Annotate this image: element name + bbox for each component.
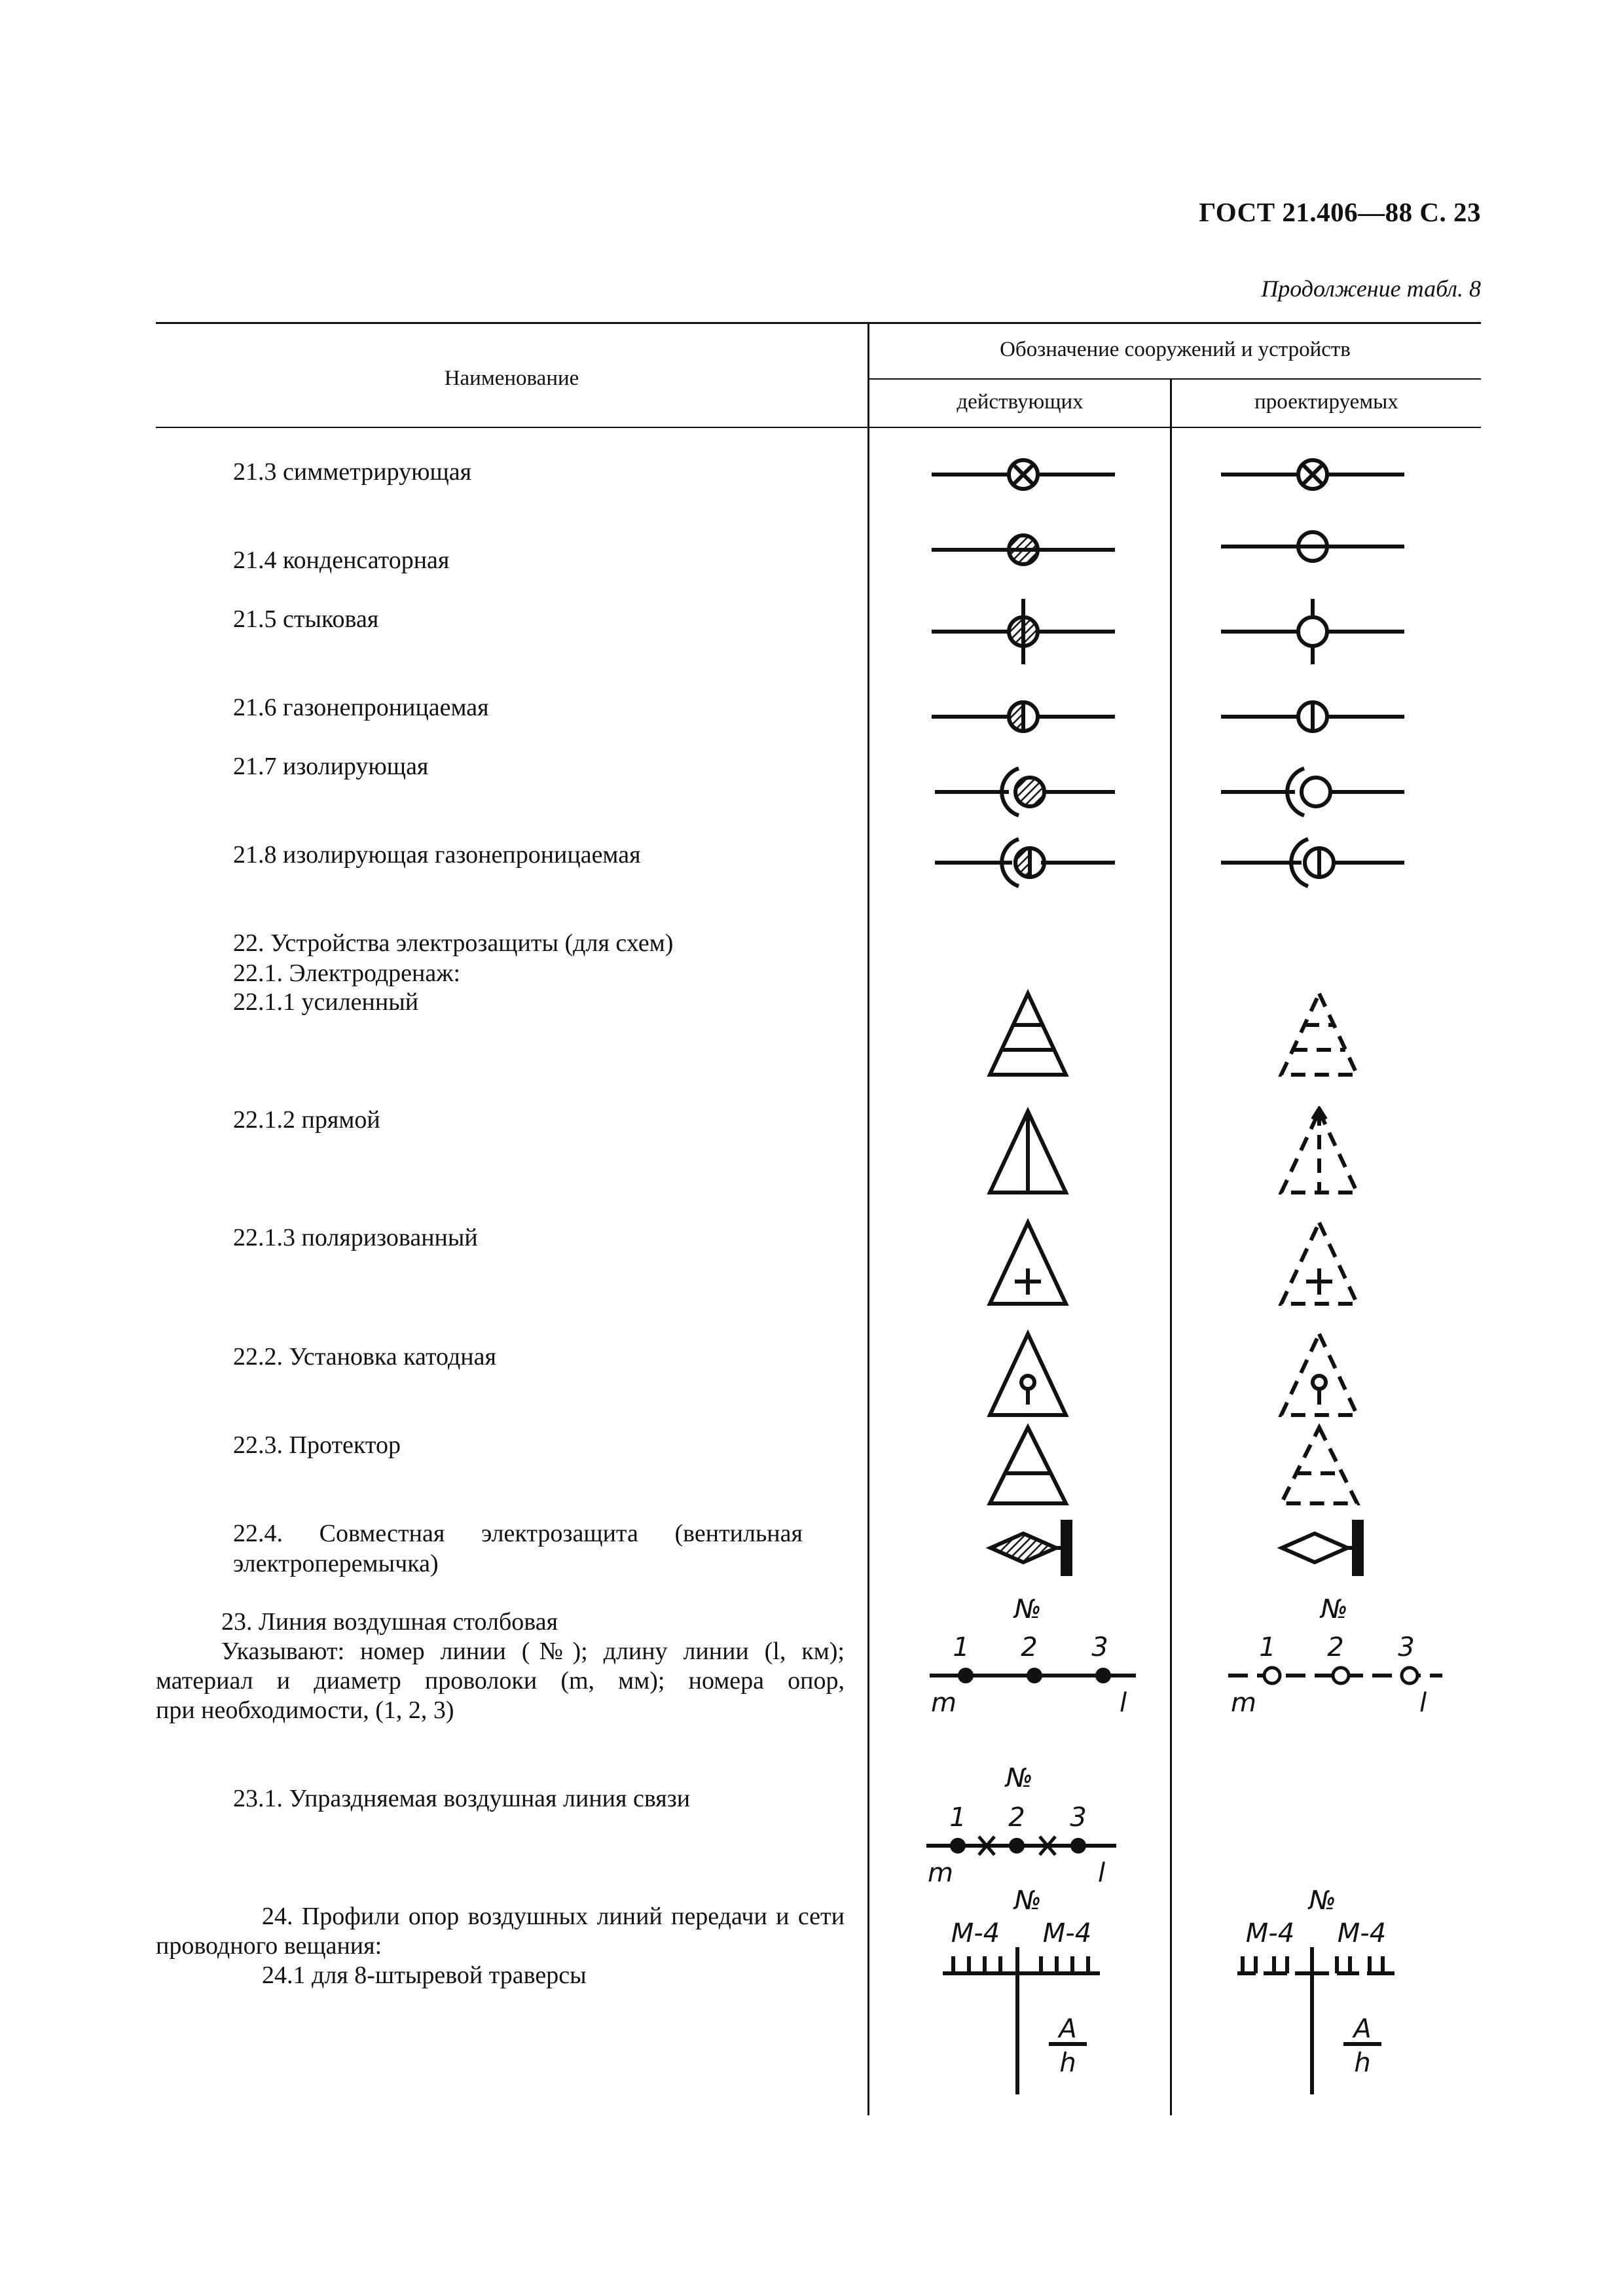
row-24-label: 24. Профили опор воздушных линий передачи и сети [262, 1903, 845, 1930]
column-header-projected: проектируемых [1254, 390, 1398, 414]
length-label: l [1120, 1688, 1127, 1718]
line-number-label: № [1014, 1594, 1042, 1624]
crossarm-left-label: М-4 [1245, 1918, 1295, 1948]
row-22-2-label: 22.2. Установка катодная [233, 1343, 496, 1371]
pole-profile-projected-icon [1224, 1882, 1421, 2098]
material-label: m [931, 1688, 957, 1718]
fraction-top-label: A [1353, 2014, 1372, 2044]
pole-1-label: 1 [953, 1632, 970, 1662]
pole-1-label: 1 [949, 1803, 966, 1833]
insulating-gastight-coupling-projected-icon [1218, 830, 1408, 895]
reinforced-drainage-existing-icon [982, 988, 1074, 1080]
column-header-designation: Обозначение сооружений и устройств [1000, 338, 1351, 361]
direct-drainage-existing-icon [982, 1106, 1074, 1198]
capacitor-coupling-projected-icon [1218, 524, 1408, 569]
material-label: m [928, 1858, 953, 1888]
row-22-4-label: 22.4. Совместная электрозащита (вентильная [233, 1520, 803, 1547]
line-number-label: № [1006, 1763, 1033, 1793]
pole-profile-existing-icon [930, 1882, 1126, 2098]
insulating-gastight-coupling-existing-icon [928, 830, 1118, 895]
symmetric-coupling-projected-icon [1218, 452, 1408, 497]
butt-coupling-existing-icon [928, 596, 1118, 668]
gastight-coupling-projected-icon [1218, 691, 1408, 743]
insulating-coupling-existing-icon [928, 759, 1118, 825]
row-21-7-label: 21.7 изолирующая [233, 753, 429, 780]
crossarm-left-label: М-4 [951, 1918, 1000, 1948]
overhead-pole-line-existing-icon [917, 1590, 1139, 1728]
pole-3-label: 3 [1070, 1803, 1087, 1833]
reinforced-drainage-projected-icon [1273, 988, 1365, 1080]
document-reference: ГОСТ 21.406—88 С. 23 [1199, 197, 1481, 227]
capacitor-coupling-existing-icon [928, 527, 1118, 573]
valve-jumper-existing-icon [985, 1515, 1077, 1581]
pole-1-label: 1 [1259, 1632, 1276, 1662]
material-label: m [1231, 1688, 1256, 1718]
pole-3-label: 3 [1398, 1632, 1415, 1662]
row-22-3-label: 22.3. Протектор [233, 1431, 401, 1459]
row-21-4-label: 21.4 конденсаторная [233, 547, 450, 574]
direct-drainage-projected-icon [1273, 1106, 1365, 1198]
pole-2-label: 2 [1021, 1632, 1038, 1662]
row-22-label: 22. Устройства электрозащиты (для схем) [233, 929, 674, 957]
row-21-8-label: 21.8 изолирующая газонепроницаемая [233, 841, 641, 869]
cathodic-station-projected-icon [1273, 1329, 1365, 1420]
row-23-note-1: Указывают: номер линии (№); длину линии (l, км); [221, 1638, 845, 1665]
table-header-bottom-rule [156, 427, 1481, 428]
abolished-overhead-line-existing-icon [913, 1761, 1129, 1892]
length-label: l [1419, 1688, 1427, 1718]
crossarm-right-label: М-4 [1337, 1918, 1387, 1948]
table-subheader-rule [869, 378, 1481, 380]
row-22-1-3-label: 22.1.3 поляризованный [233, 1224, 478, 1251]
row-21-3-label: 21.3 симметрирующая [233, 458, 472, 486]
row-22-1-1-label: 22.1.1 усиленный [233, 988, 419, 1016]
insulating-coupling-projected-icon [1218, 759, 1408, 825]
line-number-label: № [1321, 1594, 1348, 1624]
polarized-drainage-existing-icon [982, 1217, 1074, 1309]
row-24-1-label: 24.1 для 8-штыревой траверсы [262, 1962, 587, 1989]
pole-2-label: 2 [1327, 1632, 1344, 1662]
column-header-existing: действующих [957, 390, 1084, 414]
fraction-bottom-label: h [1059, 2048, 1076, 2078]
protector-existing-icon [982, 1424, 1074, 1509]
line-number-label: № [1014, 1886, 1042, 1916]
row-22-4-label-cont: электроперемычка) [233, 1550, 439, 1577]
butt-coupling-projected-icon [1218, 596, 1408, 668]
crossarm-right-label: М-4 [1042, 1918, 1092, 1948]
table-divider-name [867, 322, 869, 2115]
row-23-label: 23. Линия воздушная столбовая [221, 1608, 558, 1636]
fraction-bottom-label: h [1354, 2048, 1371, 2078]
table-top-rule [156, 322, 1481, 324]
polarized-drainage-projected-icon [1273, 1217, 1365, 1309]
fraction-top-label: A [1059, 2014, 1077, 2044]
cathodic-station-existing-icon [982, 1329, 1074, 1420]
symmetric-coupling-existing-icon [928, 452, 1118, 497]
row-22-1-label: 22.1. Электродренаж: [233, 960, 461, 987]
row-23-note-3: при необходимости, (1, 2, 3) [156, 1696, 454, 1724]
pole-3-label: 3 [1091, 1632, 1108, 1662]
row-22-1-2-label: 22.1.2 прямой [233, 1106, 380, 1134]
row-21-5-label: 21.5 стыковая [233, 605, 379, 633]
table-continuation-note: Продолжение табл. 8 [1261, 276, 1481, 302]
row-23-note-2: материал и диаметр проволоки (m, мм); номера опор, [156, 1667, 845, 1695]
line-number-label: № [1309, 1886, 1336, 1916]
pole-2-label: 2 [1008, 1803, 1025, 1833]
length-label: l [1098, 1858, 1106, 1888]
valve-jumper-projected-icon [1277, 1515, 1368, 1581]
overhead-pole-line-projected-icon [1223, 1590, 1446, 1728]
column-header-name: Наименование [444, 367, 579, 390]
row-24-label-cont: проводного вещания: [156, 1932, 382, 1960]
row-23-1-label: 23.1. Упраздняемая воздушная линия связи [233, 1785, 691, 1812]
gastight-coupling-existing-icon [928, 691, 1118, 743]
protector-projected-icon [1273, 1424, 1365, 1509]
row-21-6-label: 21.6 газонепроницаемая [233, 694, 489, 721]
table-divider-existing [1170, 380, 1172, 2115]
